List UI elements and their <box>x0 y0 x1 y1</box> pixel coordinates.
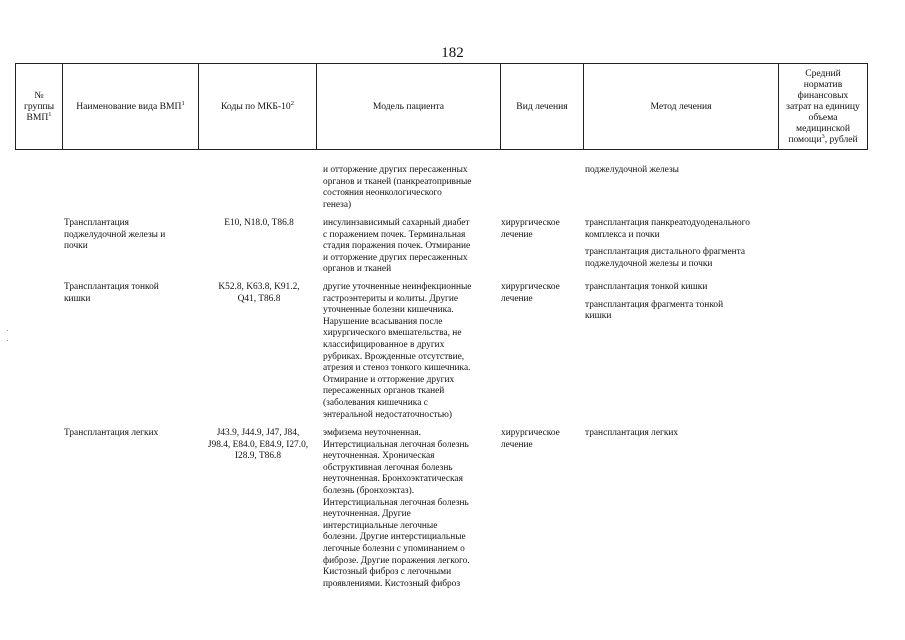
scan-mark <box>7 330 8 331</box>
row-1-icd-codes: E10, N18.0, T86.8 <box>224 218 294 228</box>
row-2-patient-model: другие уточненные неинфекционные гастроэнтериты и колиты. Другие уточненные болезни кишечника. Нарушение всасывания после хирургического вмешательства, не классифицированное в других рубриках. Врожденные отсутствие, атрезия и стеноз тонкого кишечника. Отмирание и отторжение других пересаженных органов тканей (заболевания кишечника с энтеральной недостаточностью) <box>323 282 472 420</box>
header-treatment-type: Вид лечения <box>501 64 584 150</box>
page-number: 182 <box>441 45 464 61</box>
row-2-treatment-type: хирургическое лечение <box>501 282 560 304</box>
header-average-cost: Средний норматив финансовых затрат на единицу объема медицинской помощи$^3$, рублей <box>779 64 868 150</box>
continuation-treatment-method: поджелудочной железы <box>585 165 679 175</box>
row-1-treatment-type: хирургическое лечение <box>501 218 560 240</box>
row-3-treatment-type: хирургическое лечение <box>501 428 560 450</box>
header-patient-model: Модель пациента <box>317 64 501 150</box>
row-2-hmc-name: Трансплантация тонкой кишки <box>64 282 159 304</box>
scan-mark <box>7 340 8 341</box>
row-1-hmc-name: Трансплантация поджелудочной железы и почки <box>64 218 166 252</box>
row-3-treatment-method: трансплантация легких <box>585 428 679 438</box>
continuation-patient-model: и отторжение других пересаженных органов и тканей (панкреатопривные состояния неонкологического генеза) <box>323 165 472 210</box>
row-1-treatment-method: трансплантация панкреатодуоденального комплекса и почки трансплантация дистального фрагмента поджелудочной железы и почки <box>585 218 750 269</box>
row-3-icd-codes: J43.9, J44.9, J47, J84, J98.4, E84.0, E84.9, I27.0, I28.9, T86.8 <box>207 428 309 462</box>
header-icd-codes: Коды по МКБ-$10^2$ <box>199 64 317 150</box>
table-header <box>15 63 868 150</box>
row-3-patient-model: эмфизема неуточненная. Интерстициальная легочная болезнь неуточненная. Хроническая обструктивная легочная болезнь неуточненная. Бронхоэктатическая болезнь (бронхоэктаз). Интерстициальная легочная болезнь неуточненная. Другие интерстициальные легочные болезни. Другие интерстициальные легочные болезни с упоминанием о фиброзе. Другие поражения легкого. Кистозный фиброз с легочными проявлениями. Кистозный фиброз <box>323 428 470 589</box>
row-3-hmc-name: Трансплантация легких <box>64 428 159 438</box>
row-1-patient-model: инсулинзависимый сахарный диабет с поражением почек. Терминальная стадия поражения почек. Отмирание и отторжение других пересаженных органов и тканей <box>323 218 471 275</box>
header-treatment-method: Метод лечения <box>584 64 779 150</box>
header-hmc-name: Наименование вида ВМП$^1$ <box>63 64 199 150</box>
row-2-icd-codes: K52.8, K63.8, K91.2, Q41, T86.8 <box>218 282 300 304</box>
row-2-treatment-method: трансплантация тонкой кишки трансплантация фрагмента тонкой кишки <box>585 282 724 322</box>
header-group-number: № группы ВМП$^1$ <box>16 64 63 150</box>
